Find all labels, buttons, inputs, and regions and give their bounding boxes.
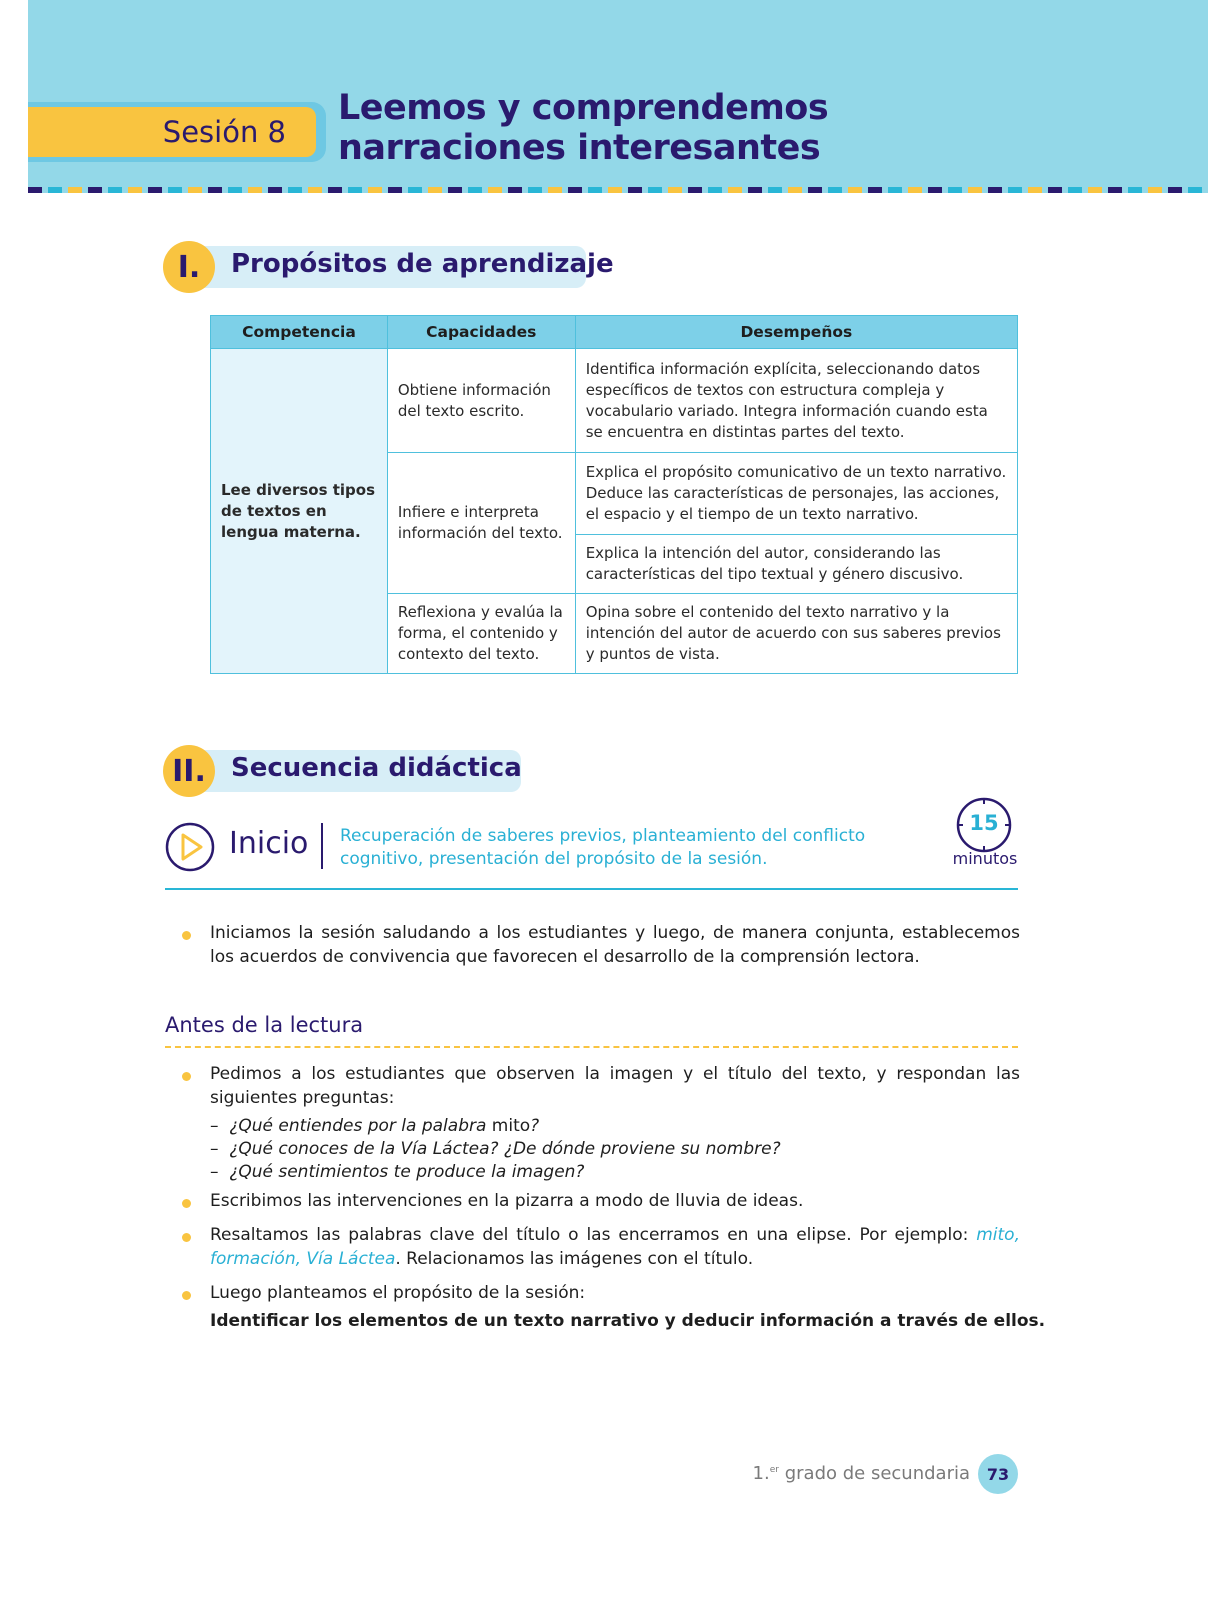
keywords-text-end: . Relacionamos las imágenes con el título. [395,1248,754,1269]
inicio-separator [321,823,323,869]
bullet-keywords [210,1224,1020,1271]
inicio-label: Inicio [229,826,309,861]
header-dashed-strip [28,187,1208,193]
footer-grade-number: 1. [752,1463,770,1484]
bullet-purpose-intro: Luego planteamos el propósito de la sesión: [210,1283,586,1303]
bullet-brainstorm: Escribimos las intervenciones en la pizarra a modo de lluvia de ideas. [210,1191,804,1211]
section-heading-purposes [163,241,614,291]
keywords-text: Resaltamos las palabras clave del título o las encerramos en una elipse. Por ejemplo: [210,1225,977,1245]
question-item: – ¿Qué conoces de la Vía Láctea? ¿De dónde proviene su nombre? [210,1139,781,1159]
table-row [211,349,1018,453]
inicio-divider [165,888,1018,890]
section-title: Secuencia didáctica [231,753,522,783]
session-tab [28,102,326,162]
timer-value: 15 [969,811,999,835]
column-header-capacidades: Capacidades [387,316,575,349]
keywords-examples: mito, formación, Vía Láctea [210,1225,1020,1269]
section-heading-sequence [163,745,523,795]
session-purpose: Identificar los elementos de un texto narrativo y deducir información a través de ellos. [210,1311,1046,1331]
page-title-line-1: Leemos y comprendemos [338,88,829,128]
footer-grade-text: grado de secundaria [778,1463,970,1484]
bullet-dot [182,1072,191,1081]
section-numeral-badge: II. [163,745,215,797]
bullet-dot [182,1291,191,1300]
question-text: ¿Qué sentimientos te produce la imagen? [229,1162,585,1182]
section-title: Propósitos de aprendizaje [231,249,614,279]
column-header-competencia: Competencia [211,316,388,349]
desempeno-cell: Explica el propósito comunicativo de un texto narrativo. Deduce las características de personajes, las acciones, el espacio y el tiempo de un texto narrativo. [575,453,1017,535]
question-item: – ¿Qué sentimientos te produce la imagen? [210,1162,585,1182]
question-text: ¿Qué conoces de la Vía Láctea? ¿De dónde proviene su nombre? [229,1139,781,1159]
desempeno-cell: Opina sobre el contenido del texto narrativo y la intención del autor de acuerdo con sus saberes previos y puntos de vista. [575,594,1017,674]
session-tab-inner [28,107,316,157]
competency-table [210,315,1018,674]
capacidad-cell: Reflexiona y evalúa la forma, el contenido y contexto del texto. [387,594,575,674]
play-icon [165,822,215,872]
table-header-row [211,316,1018,349]
desempeno-cell: Identifica información explícita, seleccionando datos específicos de textos con estructura compleja y vocabulario variado. Integra información cuando esta se encuentra en distintas partes del texto. [575,349,1017,453]
page-title-line-2: narraciones interesantes [338,128,821,168]
desempeno-cell: Explica la intención del autor, considerando las características del tipo textual y género discusivo. [575,535,1017,594]
bullet-observe-image: Pedimos a los estudiantes que observen la imagen y el título del texto, y respondan las siguientes preguntas: [210,1064,1020,1108]
section-numeral-badge: I. [163,241,215,293]
bullet-dot [182,931,191,940]
intro-paragraph: Iniciamos la sesión saludando a los estudiantes y luego, de manera conjunta, establecemos los acuerdos de convivencia que favorecen el desarrollo de la comprensión lectora. [210,923,1020,967]
footer-grade [753,1463,970,1484]
session-label: Sesión 8 [162,115,286,149]
subsection-title: Antes de la lectura [165,1013,364,1037]
competencia-cell: Lee diversos tipos de textos en lengua materna. [211,349,388,674]
question-keyword: mito [486,1116,531,1136]
capacidad-cell: Obtiene información del texto escrito. [387,349,575,453]
question-end: ? [530,1116,540,1136]
bullet-dot [182,1199,191,1208]
capacidad-cell: Infiere e interpreta información del texto. [387,453,575,594]
inicio-description: Recuperación de saberes previos, planteamiento del conflicto cognitivo, presentación del propósito de la sesión. [340,826,866,869]
question-item: – ¿Qué entiendes por la palabra mito? [210,1116,540,1136]
subsection-dashed-rule [165,1046,1018,1048]
question-text: ¿Qué entiendes por la palabra [229,1116,487,1136]
column-header-desempenos: Desempeños [575,316,1017,349]
bullet-dot [182,1233,191,1242]
footer-grade-superscript: er [769,1465,779,1475]
page-title [338,88,828,168]
page-number: 73 [978,1454,1018,1494]
timer-unit: minutos [952,849,1018,868]
